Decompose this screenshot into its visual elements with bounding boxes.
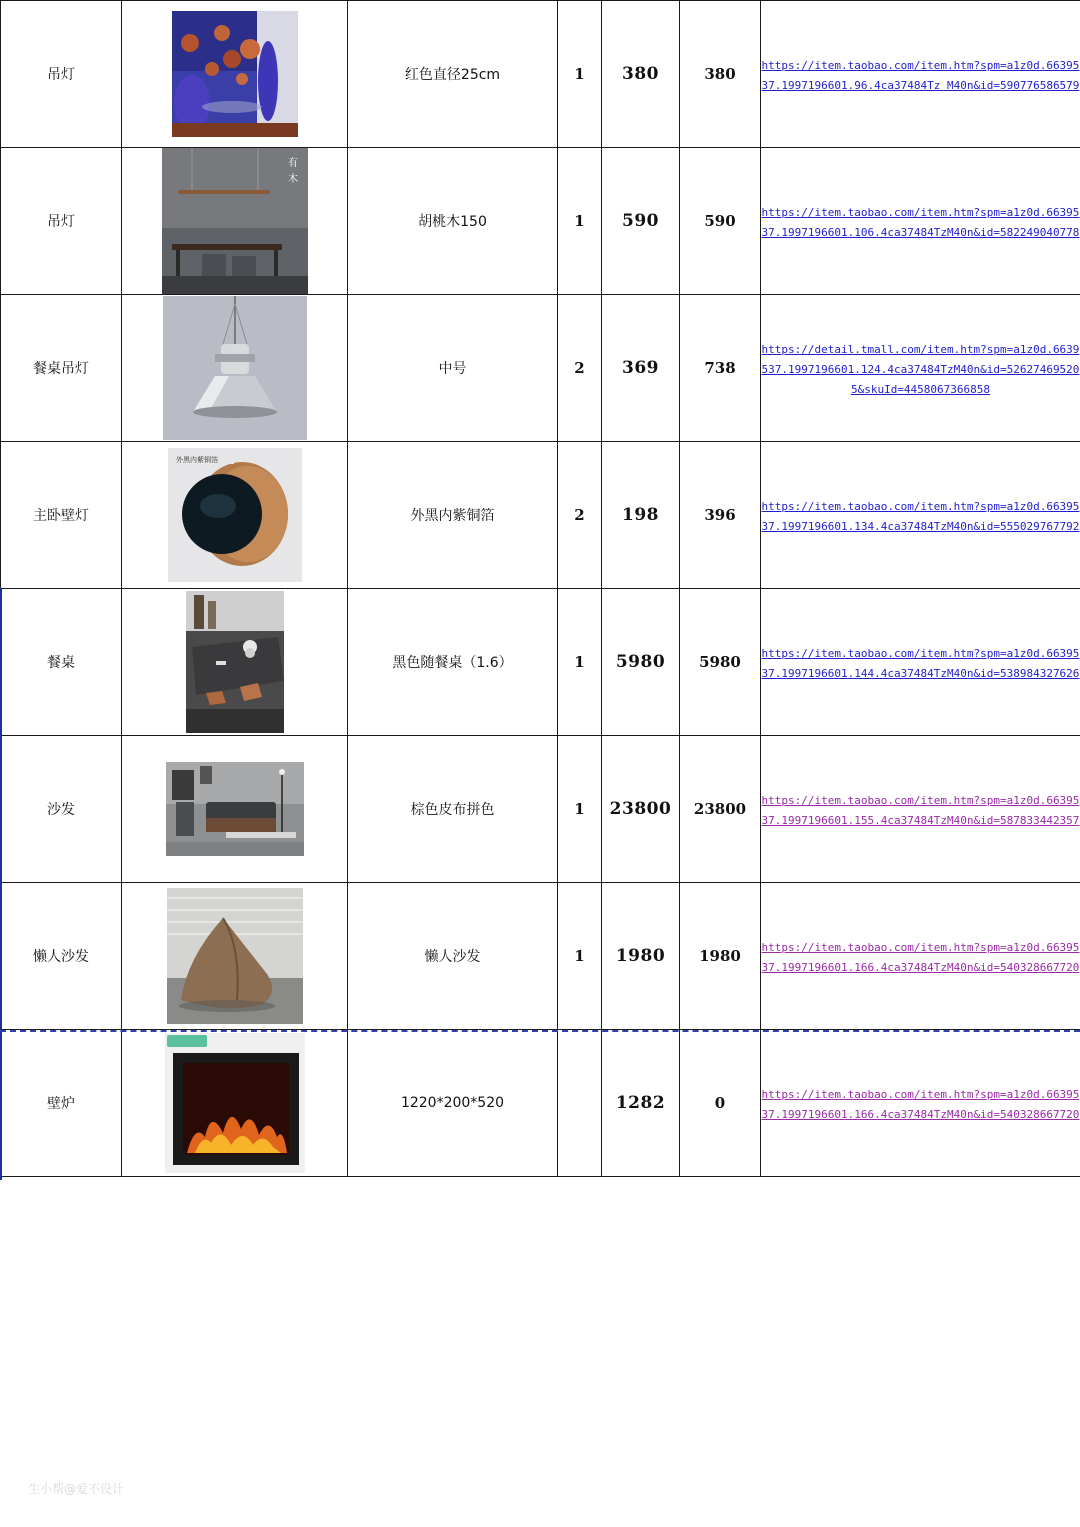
table-row <box>1 148 1080 295</box>
walnut-linear-pendant-photo <box>162 148 308 294</box>
chrome-pendant-lamp-photo <box>163 296 307 440</box>
unit-price-cell: 198 <box>602 442 680 589</box>
total-price-cell: 23800 <box>680 736 761 883</box>
quantity-cell: 1 <box>558 148 602 295</box>
link-cell <box>761 883 1080 1030</box>
product-link[interactable]: https://item.taobao.com/item.htm?spm=a1z0d.6639537.1997196601.166.4ca37484TzM40n&id=540328667720 <box>761 1088 1080 1121</box>
table-row <box>1 295 1080 442</box>
spec-cell: 红色直径25cm <box>348 1 558 148</box>
table-row <box>1 1030 1080 1177</box>
electric-fireplace-photo <box>165 1033 305 1173</box>
total-price-cell: 5980 <box>680 589 761 736</box>
link-cell <box>761 295 1080 442</box>
table-row <box>1 1 1080 148</box>
spec-cell: 1220*200*520 <box>348 1030 558 1177</box>
quantity-cell: 2 <box>558 295 602 442</box>
quantity-cell: 1 <box>558 736 602 883</box>
spec-cell: 胡桃木150 <box>348 148 558 295</box>
svg-text:木: 木 <box>287 174 298 185</box>
quantity-cell: 2 <box>558 442 602 589</box>
image-cell <box>122 1 348 148</box>
link-cell <box>761 589 1080 736</box>
copper-pendant-lamps-photo <box>172 11 298 137</box>
quantity-cell: 1 <box>558 589 602 736</box>
selection-border <box>0 588 2 1180</box>
total-price-cell: 1980 <box>680 883 761 1030</box>
spec-cell: 中号 <box>348 295 558 442</box>
product-link[interactable]: https://item.taobao.com/item.htm?spm=a1z0d.6639537.1997196601.96.4ca37484Tz M40n&id=590776586579 <box>761 59 1080 92</box>
table-row <box>1 883 1080 1030</box>
spec-cell: 懒人沙发 <box>348 883 558 1030</box>
page-break-line <box>0 1030 1080 1032</box>
item-name-cell: 餐桌吊灯 <box>1 295 122 442</box>
item-name-cell: 主卧壁灯 <box>1 442 122 589</box>
link-cell <box>761 1 1080 148</box>
unit-price-cell: 1282 <box>602 1030 680 1177</box>
image-cell <box>122 736 348 883</box>
product-link[interactable]: https://item.taobao.com/item.htm?spm=a1z0d.6639537.1997196601.166.4ca37484TzM40n&id=540328667720 <box>761 941 1080 974</box>
total-price-cell: 0 <box>680 1030 761 1177</box>
unit-price-cell: 369 <box>602 295 680 442</box>
link-cell <box>761 736 1080 883</box>
unit-price-cell: 5980 <box>602 589 680 736</box>
image-cell <box>122 295 348 442</box>
item-name-cell: 吊灯 <box>1 1 122 148</box>
unit-price-cell: 1980 <box>602 883 680 1030</box>
spec-cell: 黑色随餐桌（1.6） <box>348 589 558 736</box>
image-cell <box>122 589 348 736</box>
sofa-photo <box>166 762 304 856</box>
image-cell <box>122 883 348 1030</box>
item-name-cell: 沙发 <box>1 736 122 883</box>
quantity-cell: 1 <box>558 883 602 1030</box>
link-cell <box>761 148 1080 295</box>
product-link[interactable]: https://item.taobao.com/item.htm?spm=a1z0d.6639537.1997196601.155.4ca37484TzM40n&id=587833442357 <box>761 794 1080 827</box>
item-name-cell: 吊灯 <box>1 148 122 295</box>
product-link[interactable]: https://item.taobao.com/item.htm?spm=a1z0d.6639537.1997196601.144.4ca37484TzM40n&id=538984327626 <box>761 647 1080 680</box>
item-name-cell: 懒人沙发 <box>1 883 122 1030</box>
bean-bag-photo <box>167 888 303 1024</box>
link-cell <box>761 1030 1080 1177</box>
watermark: 生小帮@爱不设计 <box>28 1482 125 1496</box>
table-row <box>1 736 1080 883</box>
total-price-cell: 590 <box>680 148 761 295</box>
spec-cell: 棕色皮布拼色 <box>348 736 558 883</box>
table-row <box>1 589 1080 736</box>
image-cell <box>122 148 348 295</box>
product-link[interactable]: https://detail.tmall.com/item.htm?spm=a1z0d.6639537.1997196601.124.4ca37484TzM40n&id=526274695205&skuId=4458067366858 <box>761 343 1080 396</box>
unit-price-cell: 380 <box>602 1 680 148</box>
unit-price-cell: 23800 <box>602 736 680 883</box>
svg-text:有: 有 <box>287 158 298 169</box>
total-price-cell: 380 <box>680 1 761 148</box>
image-cell <box>122 442 348 589</box>
image-cell <box>122 1030 348 1177</box>
dining-table-photo <box>186 591 284 733</box>
item-name-cell: 餐桌 <box>1 589 122 736</box>
link-cell <box>761 442 1080 589</box>
unit-price-cell: 590 <box>602 148 680 295</box>
svg-text:外黑内紫铜箔: 外黑内紫铜箔 <box>175 456 218 464</box>
table-row <box>1 442 1080 589</box>
product-link[interactable]: https://item.taobao.com/item.htm?spm=a1z0d.6639537.1997196601.106.4ca37484TzM40n&id=582249040778 <box>761 206 1080 239</box>
total-price-cell: 396 <box>680 442 761 589</box>
product-link[interactable]: https://item.taobao.com/item.htm?spm=a1z0d.6639537.1997196601.134.4ca37484TzM40n&id=555029767792 <box>761 500 1080 533</box>
item-name-cell: 壁炉 <box>1 1030 122 1177</box>
spec-cell: 外黑内紫铜箔 <box>348 442 558 589</box>
total-price-cell: 738 <box>680 295 761 442</box>
quantity-cell: 1 <box>558 1 602 148</box>
quantity-cell <box>558 1030 602 1177</box>
black-copper-wall-lamp-photo <box>168 448 302 582</box>
